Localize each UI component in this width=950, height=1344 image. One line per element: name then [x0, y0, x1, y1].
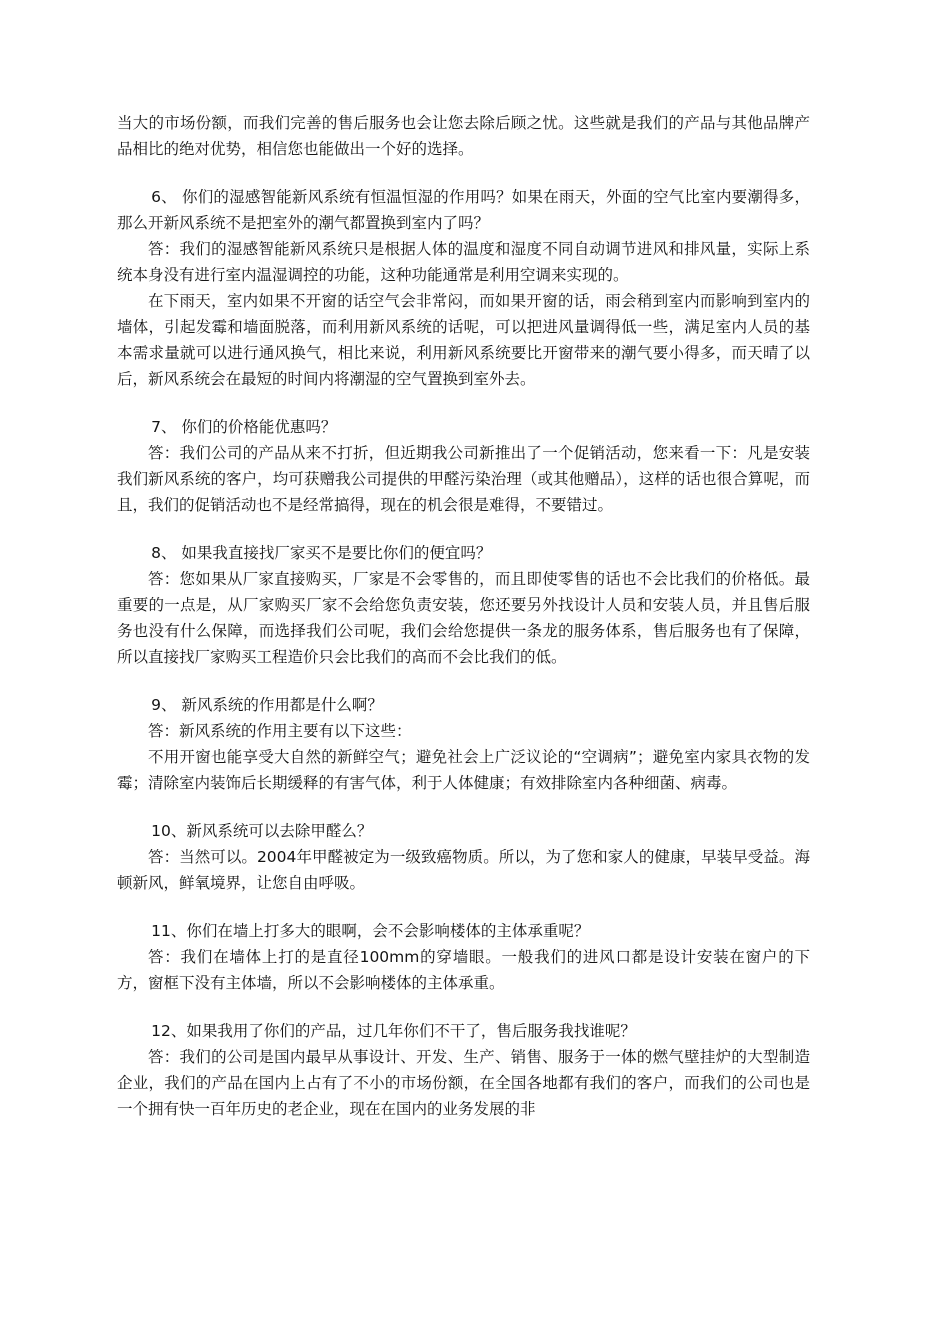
answer-8-paragraph-1: 答：您如果从厂家直接购买，厂家是不会零售的，而且即使零售的话也不会比我们的价格低。最重要的一点是，从厂家购买厂家不会给您负责安装，您还要另外找设计人员和安装人员，并且售后服务也没有什么保障，而选择我们公司呢，我们会给您提供一条龙的服务体系，售后服务也有了保障，所以直接找厂家购买工程造价只会比我们的高而不会比我们的低。 — [117, 570, 810, 666]
answer-10-paragraph-1: 答：当然可以。2004年甲醛被定为一级致癌物质。所以，为了您和家人的健康，早装早受益。海顿新风，鲜氧境界，让您自由呼吸。 — [117, 848, 810, 892]
question-11: 11、你们在墙上打多大的眼啊，会不会影响楼体的主体承重呢？ — [151, 922, 590, 940]
answer-12-paragraph-1: 答：我们的公司是国内最早从事设计、开发、生产、销售、服务于一体的燃气壁挂炉的大型制造企业，我们的产品在国内上占有了不小的市场份额，在全国各地都有我们的客户，而我们的公司也是一个拥有快一百年历史的老企业，现在在国内的业务发展的非 — [117, 1048, 810, 1118]
answer-6-paragraph-2: 在下雨天，室内如果不开窗的话空气会非常闷，而如果开窗的话，雨会稍到室内而影响到室内的墙体，引起发霉和墙面脱落，而利用新风系统的话呢，可以把进风量调得低一些，满足室内人员的基本需求量就可以进行通风换气，相比来说，利用新风系统要比开窗带来的潮气要小得多，而天晴了以后，新风系统会在最短的时间内将潮湿的空气置换到室外去。 — [117, 292, 810, 388]
question-8: 8、 如果我直接找厂家买不是要比你们的便宜吗？ — [151, 544, 492, 562]
intro-paragraph: 当大的市场份额，而我们完善的售后服务也会让您去除后顾之忧。这些就是我们的产品与其他品牌产品相比的绝对优势，相信您也能做出一个好的选择。 — [117, 114, 810, 158]
question-12: 12、如果我用了你们的产品，过几年你们不干了，售后服务我找谁呢？ — [151, 1022, 636, 1040]
answer-11-paragraph-1: 答：我们在墙体上打的是直径100mm的穿墙眼。一般我们的进风口都是设计安装在窗户的下方，窗框下没有主体墙，所以不会影响楼体的主体承重。 — [117, 948, 810, 992]
answer-7-paragraph-1: 答：我们公司的产品从来不打折，但近期我公司新推出了一个促销活动，您来看一下：凡是安装我们新风系统的客户，均可获赠我公司提供的甲醛污染治理（或其他赠品），这样的话也很合算呢，而且，我们的促销活动也不是经常搞得，现在的机会很是难得，不要错过。 — [117, 444, 810, 514]
question-9: 9、 新风系统的作用都是什么啊？ — [151, 696, 383, 714]
question-7: 7、 你们的价格能优惠吗？ — [151, 418, 337, 436]
question-10: 10、新风系统可以去除甲醛么？ — [151, 822, 373, 840]
document-page — [117, 110, 810, 1122]
answer-9-paragraph-2: 不用开窗也能享受大自然的新鲜空气；避免社会上广泛议论的“空调病”；避免室内家具衣物的发霉；清除室内装饰后长期缓释的有害气体，利于人体健康；有效排除室内各种细菌、病毒。 — [117, 748, 810, 792]
question-6: 6、 你们的湿感智能新风系统有恒温恒湿的作用吗？如果在雨天，外面的空气比室内要潮得多，那么开新风系统不是把室外的潮气都置换到室内了吗？ — [117, 188, 810, 232]
answer-6-paragraph-1: 答：我们的湿感智能新风系统只是根据人体的温度和湿度不同自动调节进风和排风量，实际上系统本身没有进行室内温湿调控的功能，这种功能通常是利用空调来实现的。 — [117, 240, 810, 284]
answer-9-paragraph-1: 答：新风系统的作用主要有以下这些： — [148, 722, 412, 740]
